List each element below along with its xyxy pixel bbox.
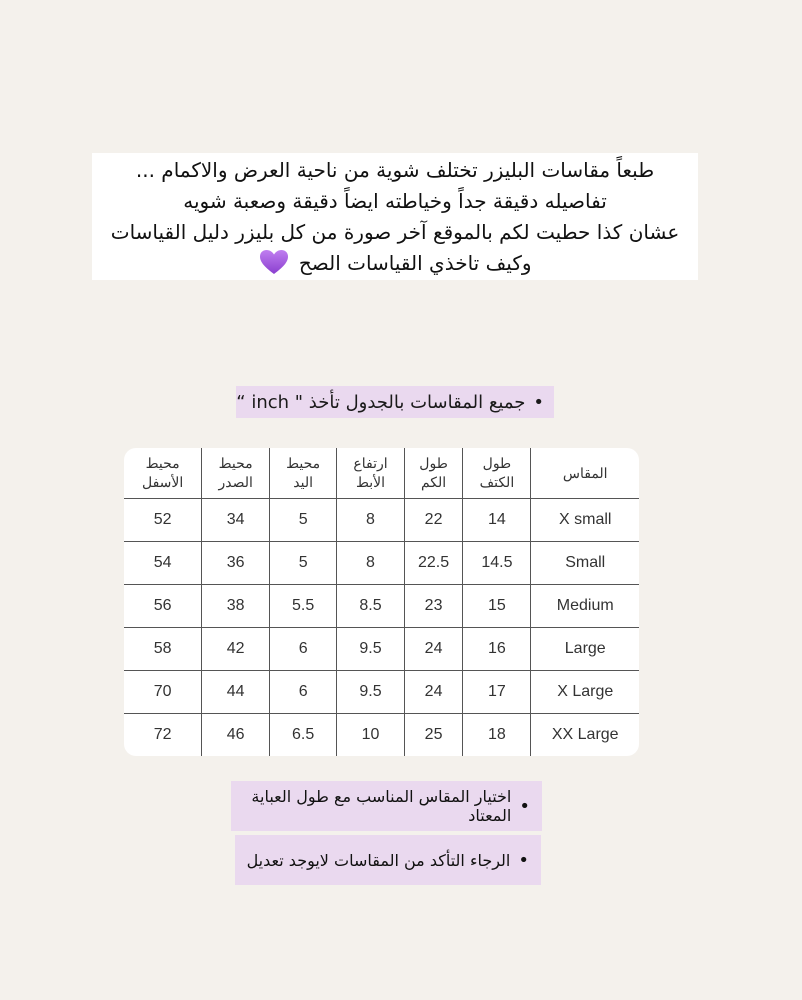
table-cell: 10 bbox=[337, 714, 405, 756]
table-cell: 5.5 bbox=[270, 585, 337, 628]
size-table bbox=[124, 448, 639, 756]
table-cell: 54 bbox=[124, 542, 202, 585]
table-cell: X Large bbox=[531, 671, 639, 714]
table-cell: 8 bbox=[337, 542, 405, 585]
size-table-card bbox=[124, 448, 639, 756]
header-label-line: ارتفاع bbox=[353, 455, 388, 471]
header-label-line: محيط bbox=[145, 455, 180, 471]
purple-heart-icon bbox=[259, 249, 289, 275]
header-size bbox=[531, 448, 639, 499]
table-row bbox=[124, 499, 639, 542]
table-cell: 36 bbox=[202, 542, 270, 585]
table-cell: 56 bbox=[124, 585, 202, 628]
table-row bbox=[124, 542, 639, 585]
header-sleeve-length bbox=[404, 448, 463, 499]
table-cell: 72 bbox=[153, 726, 172, 744]
table-cell: 18 bbox=[463, 714, 531, 756]
table-row bbox=[124, 585, 639, 628]
header-label-line: محيط bbox=[218, 455, 253, 471]
table-cell: 24 bbox=[404, 671, 463, 714]
table-cell: 9.5 bbox=[337, 628, 405, 671]
table-cell: 46 bbox=[202, 714, 270, 756]
table-cell: 8 bbox=[337, 499, 405, 542]
table-cell: 22 bbox=[404, 499, 463, 542]
table-cell: 5 bbox=[270, 499, 337, 542]
table-cell: 44 bbox=[202, 671, 270, 714]
table-row bbox=[124, 671, 639, 714]
table-header-row bbox=[124, 448, 639, 499]
header-armhole-height bbox=[337, 448, 405, 499]
table-cell: X small bbox=[531, 499, 639, 542]
table-cell: 25 bbox=[404, 714, 463, 756]
table-cell: 8.5 bbox=[337, 585, 405, 628]
header-shoulder-length bbox=[463, 448, 531, 499]
bullet-icon: • bbox=[518, 849, 529, 871]
table-cell: Small bbox=[531, 542, 639, 585]
note-no-alterations bbox=[235, 835, 541, 885]
table-cell: 15 bbox=[463, 585, 531, 628]
intro-line-1: طبعاً مقاسات البليزر تختلف شوية من ناحية العرض والاكمام ... bbox=[135, 157, 655, 182]
bullet-icon: • bbox=[533, 391, 544, 413]
unit-note-text: جميع المقاسات بالجدول تأخذ " inch “ bbox=[236, 391, 526, 413]
header-label-line: الصدر bbox=[218, 474, 253, 490]
table-cell: 38 bbox=[202, 585, 270, 628]
table-cell: 34 bbox=[202, 499, 270, 542]
intro-line-3: عشان كذا حطيت لكم بالموقع آخر صورة من كل بليزر دليل القياسات bbox=[110, 219, 680, 244]
header-label-line: الأسفل bbox=[141, 474, 184, 490]
header-wrist-circumference bbox=[270, 448, 337, 499]
table-cell: 17 bbox=[463, 671, 531, 714]
header-size-label: المقاس bbox=[562, 464, 608, 481]
intro-text-box bbox=[92, 153, 698, 280]
table-cell: XX Large bbox=[531, 714, 639, 756]
table-cell: 58 bbox=[124, 628, 202, 671]
header-label-line: الكم bbox=[420, 474, 447, 490]
note-no-alterations-text: الرجاء التأكد من المقاسات لايوجد تعديل bbox=[246, 850, 511, 870]
header-label-line: طول bbox=[482, 455, 512, 471]
note-choose-size bbox=[231, 781, 542, 831]
table-cell: 5 bbox=[270, 542, 337, 585]
header-label-line: اليد bbox=[293, 474, 313, 490]
header-label-line: محيط bbox=[286, 455, 321, 471]
table-cell: 24 bbox=[404, 628, 463, 671]
table-cell: 9.5 bbox=[337, 671, 405, 714]
table-cell: 23 bbox=[404, 585, 463, 628]
table-cell: 22.5 bbox=[404, 542, 463, 585]
bullet-icon: • bbox=[519, 795, 530, 817]
table-cell: 6.5 bbox=[270, 714, 337, 756]
note-choose-size-text: اختيار المقاس المناسب مع طول العباية المعتاد bbox=[251, 787, 512, 825]
table-cell: 6 bbox=[270, 628, 337, 671]
table-cell: Large bbox=[531, 628, 639, 671]
table-cell: 70 bbox=[124, 671, 202, 714]
table-cell: 16 bbox=[463, 628, 531, 671]
intro-line-2: تفاصيله دقيقة جداً وخياطته ايضاً دقيقة وصعبة شويه bbox=[183, 188, 607, 213]
unit-note bbox=[236, 386, 554, 418]
intro-line-4-text: وكيف تاخذي القياسات الصح bbox=[298, 250, 532, 275]
table-cell: 52 bbox=[124, 499, 202, 542]
header-chest-circumference bbox=[202, 448, 270, 499]
header-label-line: الأبط bbox=[355, 474, 386, 490]
table-row bbox=[124, 714, 639, 756]
header-hem-circumference bbox=[124, 448, 202, 499]
header-label-line: الكتف bbox=[479, 474, 515, 490]
table-cell: Medium bbox=[531, 585, 639, 628]
table-cell: 6 bbox=[270, 671, 337, 714]
table-row bbox=[124, 628, 639, 671]
table-cell: 42 bbox=[202, 628, 270, 671]
table-cell: 14 bbox=[463, 499, 531, 542]
header-label-line: طول bbox=[419, 455, 448, 471]
table-cell: 14.5 bbox=[463, 542, 531, 585]
intro-line-4 bbox=[259, 248, 532, 279]
